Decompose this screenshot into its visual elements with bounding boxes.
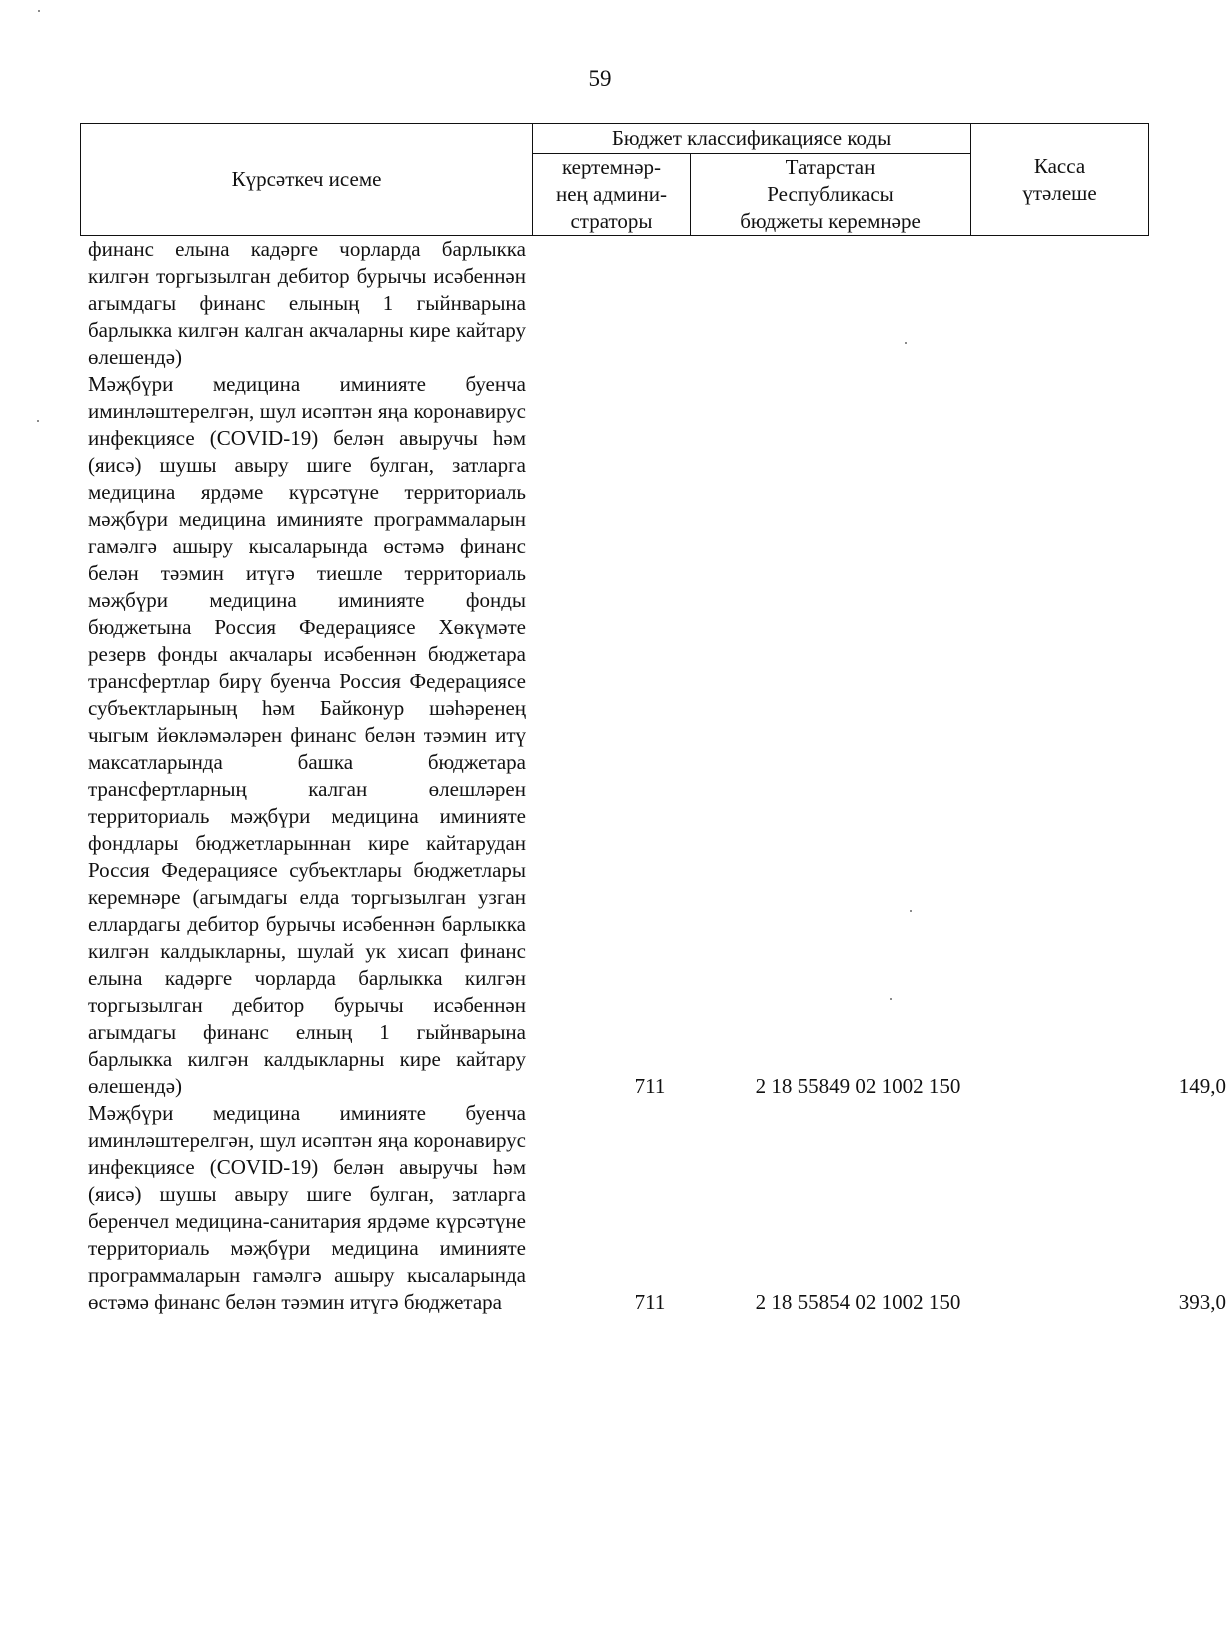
row-text: Мәҗбүри медицина иминияте буенча иминләштерелгән, шул исәптән яңа коронавирус инфекциясе (COVID-19) белән авыручы һәм (яисә) шушы авыру шиге булган, затларга медицина ярдәме күрсәтүне территориаль мәҗбүри медицина иминияте программаларын гамәлгә ашыру кысаларында өстәмә финанс белән тәэмин итүгә тиешле территориаль мәҗбүри медицина иминияте фонды бюджетына Россия Федерациясе Хөкүмәте резерв фонды акчалары исәбеннән бюджетара трансфертлар бирү буенча Россия Федерациясе субъектларының һәм Байконур шәһәренең чыгым йөкләмәләрен финанс белән тәэмин итү максатларында башка бюджетара трансфертларның калган өлешләрен территориаль мәҗбүри медицина иминияте фондлары бюджетларыннан кире кайтарудан Россия Федерациясе субъектлары бюджетлары керемнәре (агымдагы елда торгызылган узган еллардагы дебитор бурычы исәбеннән барлыкка килгән калдыкларны, шулай ук хисап финанс елына кадәрге чорларда барлыкка килгән торгызылган дебитор бурычы исәбеннән агымдагы финанс елның 1 гыйнварына барлыкка килгән калдыкларны кире кайтару өлешендә) xyxy=(88,372,526,1098)
header-admin-codes xyxy=(533,154,691,236)
header-cash-line-1: Касса xyxy=(1033,153,1086,178)
page-number: 59 xyxy=(588,66,612,91)
table-header xyxy=(80,123,1149,236)
row-text: финанс елына кадәрге чорларда барлыкка килгән торгызылган дебитор бурычы исәбеннән агымдагы финанс елының 1 гыйнварына барлыкка килгән калган акчаларны кире кайтару өлешендә) xyxy=(88,237,526,369)
header-budget-codes-title: Бюджет классификациясе коды xyxy=(533,124,971,154)
row-admin-code: 711 xyxy=(634,1290,666,1314)
scan-speck xyxy=(910,910,912,912)
row-rt-code: 2 18 55854 02 1002 150 xyxy=(755,1290,961,1314)
header-rt-line-2: Республикасы xyxy=(767,182,894,206)
row-rt-code: 2 18 55849 02 1002 150 xyxy=(755,1074,961,1098)
header-admin-line-2: нең админи- xyxy=(555,182,668,206)
scan-speck xyxy=(37,420,39,422)
header-rt-line-1: Татарстан xyxy=(785,155,876,179)
header-cash-execution xyxy=(971,124,1149,236)
header-rt-budget-revenues xyxy=(691,154,971,236)
table-body xyxy=(88,236,1226,1316)
scan-speck xyxy=(905,342,907,344)
scan-speck xyxy=(890,998,892,1000)
row-text: Мәҗбүри медицина иминияте буенча иминләштерелгән, шул исәптән яңа коронавирус инфекциясе (COVID-19) белән авыручы һәм (яисә) шушы авыру шиге булган, затларга беренчел медицина-санитария ярдәме күрсәтүне территориаль мәҗбүри медицина иминияте программаларын гамәлгә ашыру кысаларында өстәмә финанс белән тәэмин итүгә бюджетара xyxy=(88,1101,526,1314)
table-row xyxy=(88,236,1148,371)
row-admin-code: 711 xyxy=(634,1074,666,1098)
scan-speck xyxy=(38,10,40,12)
table-row xyxy=(88,1100,1226,1316)
header-rt-line-3: бюджеты керемнәре xyxy=(740,209,921,233)
header-cash-line-2: үтәлеше xyxy=(1022,180,1097,205)
row-amount: 149,0 xyxy=(1178,1074,1226,1098)
row-amount: 393,0 xyxy=(1178,1290,1226,1314)
header-admin-line-1: кертемнәр- xyxy=(561,155,662,179)
header-indicator-name: Күрсәткеч исеме xyxy=(81,124,533,236)
header-admin-line-3: страторы xyxy=(570,209,653,233)
table-row xyxy=(88,371,1226,1100)
